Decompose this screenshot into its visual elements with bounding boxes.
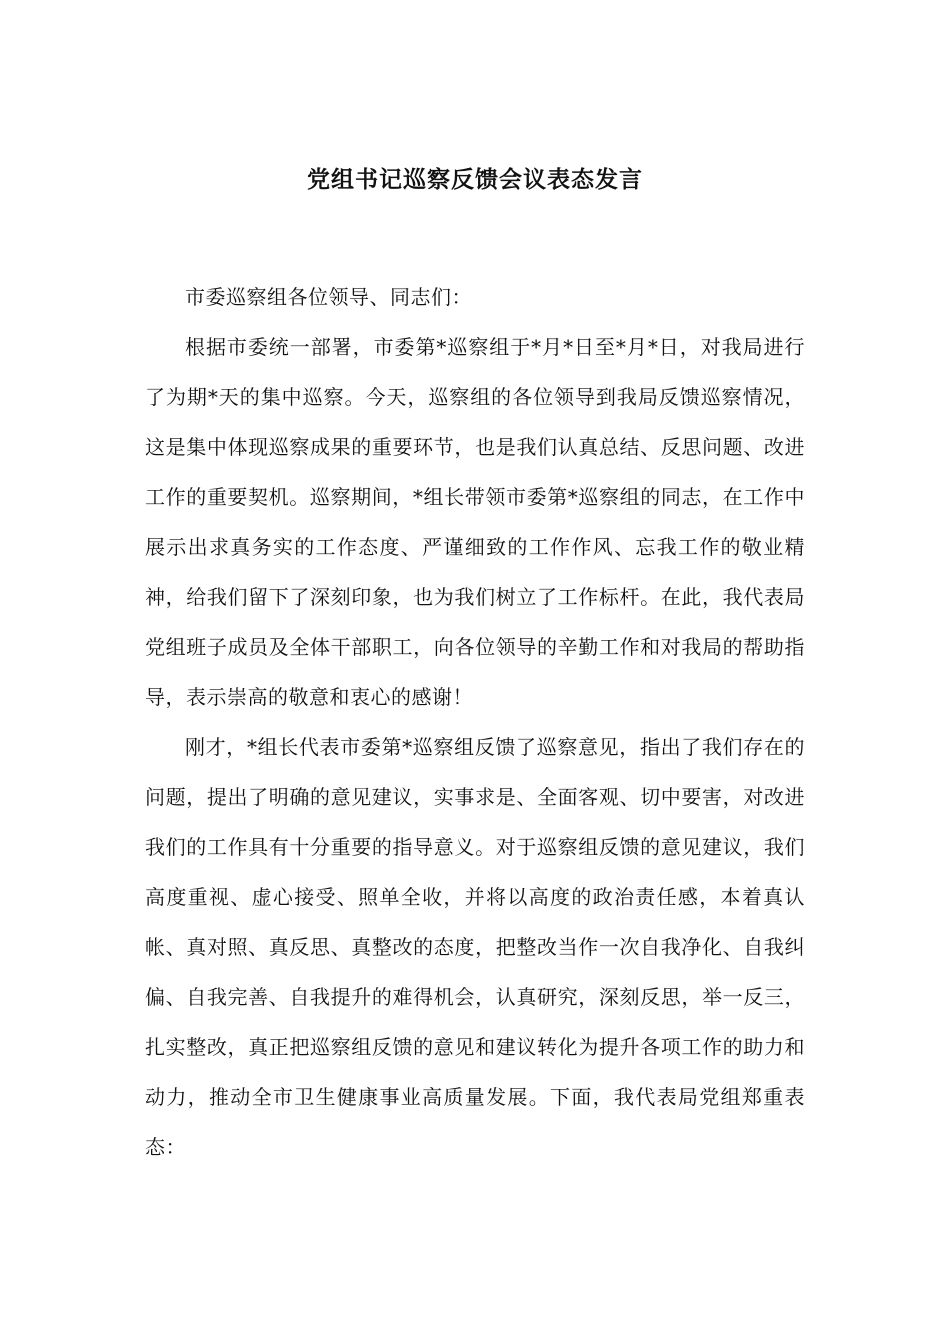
body-paragraph-1: 根据市委统一部署，市委第*巡察组于*月*日至*月*日，对我局进行了为期*天的集中巡察。今天，巡察组的各位领导到我局反馈巡察情况，这是集中体现巡察成果的重要环节，也是我们认真总结、反思问题、改进工作的重要契机。巡察期间，*组长带领市委第*巡察组的同志，在工作中展示出求真务实的工作态度、严谨细致的工作作风、忘我工作的敬业精神，给我们留下了深刻印象，也为我们树立了工作标杆。在此，我代表局党组班子成员及全体干部职工，向各位领导的辛勤工作和对我局的帮助指导，表示崇高的敬意和衷心的感谢！ (145, 335, 805, 709)
salutation-paragraph: 市委巡察组各位领导、同志们： (185, 285, 472, 309)
document-title: 党组书记巡察反馈会议表态发言 (307, 166, 643, 193)
document-body (145, 272, 805, 1172)
body-paragraph-2: 刚才，*组长代表市委第*巡察组反馈了巡察意见，指出了我们存在的问题，提出了明确的意见建议，实事求是、全面客观、切中要害，对改进我们的工作具有十分重要的指导意义。对于巡察组反馈的意见建议，我们高度重视、虚心接受、照单全收，并将以高度的政治责任感，本着真认帐、真对照、真反思、真整改的态度，把整改当作一次自我净化、自我纠偏、自我完善、自我提升的难得机会，认真研究，深刻反思，举一反三，扎实整改，真正把巡察组反馈的意见和建议转化为提升各项工作的助力和动力，推动全市卫生健康事业高质量发展。下面，我代表局党组郑重表态： (145, 735, 805, 1159)
